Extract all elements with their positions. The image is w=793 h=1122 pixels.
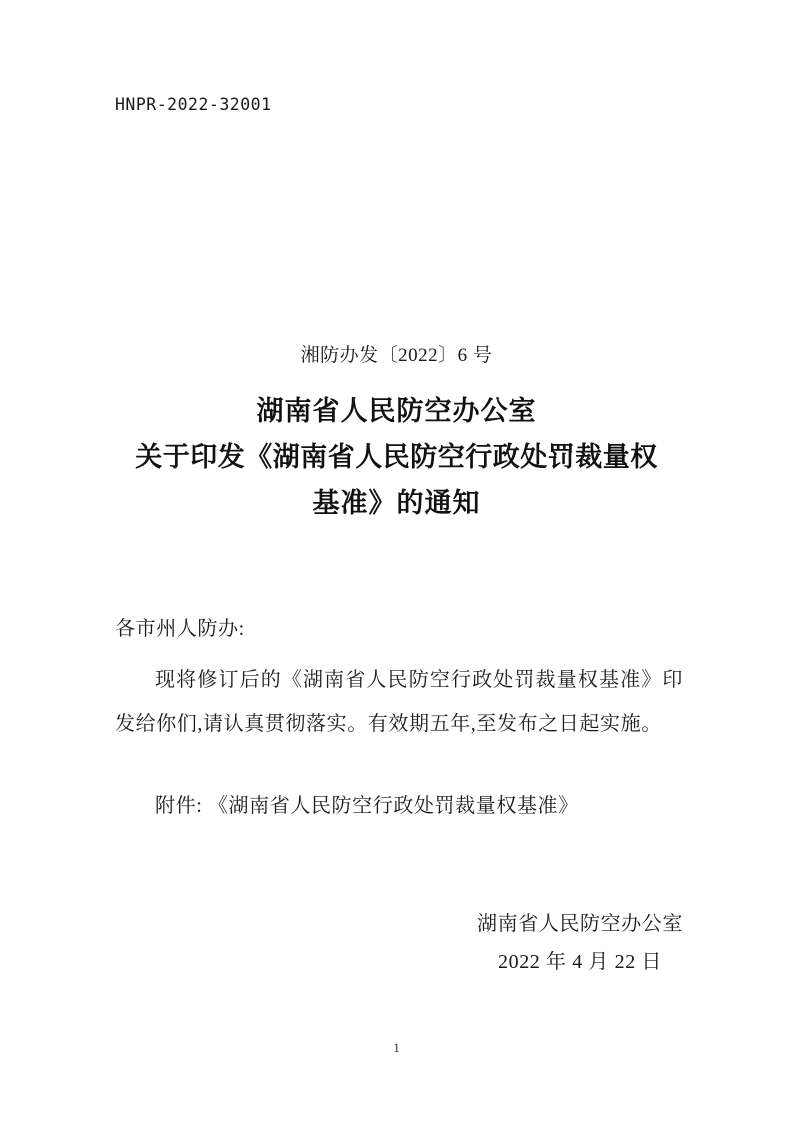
- body-paragraph: 现将修订后的《湖南省人民防空行政处罚裁量权基准》印发给你们,请认真贯彻落实。有效期五年,至发布之日起实施。: [115, 669, 683, 735]
- signature-date: 2022 年 4 月 22 日: [498, 951, 662, 973]
- title-line-3: 基准》的通知: [312, 488, 481, 518]
- title-line-2: 关于印发《湖南省人民防空行政处罚裁量权: [135, 442, 658, 472]
- document-code: HNPR-2022-32001: [115, 95, 272, 114]
- page-number: 1: [393, 1040, 400, 1055]
- signature-block: [477, 905, 683, 981]
- salutation: 各市州人防办:: [115, 618, 245, 640]
- signature-organization: 湖南省人民防空办公室: [477, 913, 683, 935]
- title-line-1: 湖南省人民防空办公室: [256, 396, 537, 426]
- attachment-line: 附件: 《湖南省人民防空行政处罚裁量权基准》: [155, 795, 579, 817]
- document-title: [110, 388, 683, 526]
- issue-number: 湘防办发〔2022〕6 号: [300, 345, 493, 366]
